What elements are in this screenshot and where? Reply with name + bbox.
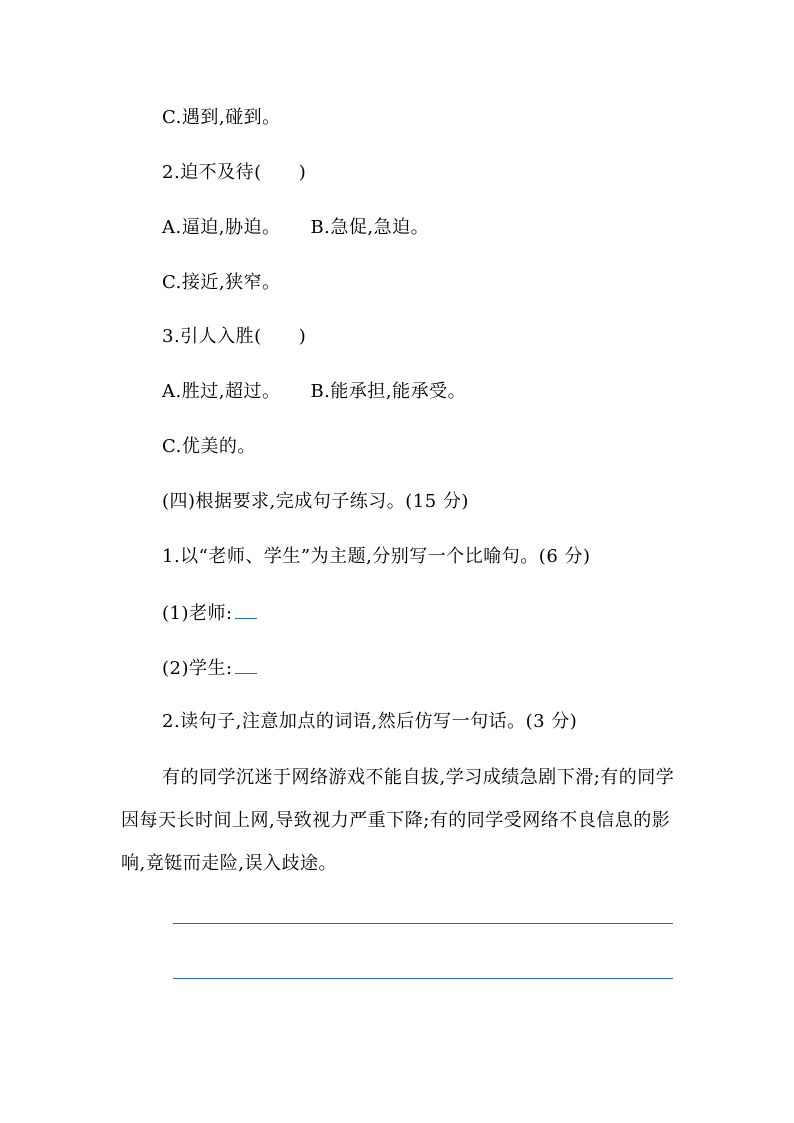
q3-option-b: B.能承担,能承受。	[310, 381, 467, 402]
student-answer-blank[interactable]	[235, 655, 257, 674]
q2-options-ab	[162, 216, 429, 240]
teacher-simile-row	[162, 600, 257, 626]
section4-item1-stem: 1.以“老师、学生”为主题,分别写一个比喻句。(6 分)	[162, 546, 591, 567]
q3-option-a: A.胜过,超过。	[162, 381, 281, 402]
q1-option-c: C.遇到,碰到。	[162, 107, 281, 128]
q2-option-a: A.逼迫,胁迫。	[162, 217, 281, 238]
q3-options-ab	[162, 380, 466, 404]
q3-option-c: C.优美的。	[162, 436, 256, 457]
q2-stem: 2.迫不及待( )	[162, 162, 307, 183]
student-simile-row	[162, 655, 257, 681]
section4-item2-stem: 2.读句子,注意加点的词语,然后仿写一句话。(3 分)	[162, 711, 578, 732]
section4-title: (四)根据要求,完成句子练习。(15 分)	[162, 491, 469, 512]
q3-stem: 3.引人入胜( )	[162, 326, 307, 347]
q2-option-c: C.接近,狭窄。	[162, 272, 281, 293]
answer-line-1[interactable]	[173, 923, 673, 924]
example-passage: 有的同学沉迷于网络游戏不能自拔,学习成绩急剧下滑;有的同学因每天长时间上网,导致视力严重下降;有的同学受网络不良信息的影响,竟铤而走险,误入歧途。	[121, 767, 675, 874]
answer-line-2[interactable]	[173, 978, 673, 979]
q2-option-b: B.急促,急迫。	[310, 217, 430, 238]
teacher-answer-blank[interactable]	[235, 600, 257, 619]
student-label: (2)学生:	[162, 658, 233, 679]
teacher-label: (1)老师:	[162, 603, 233, 624]
